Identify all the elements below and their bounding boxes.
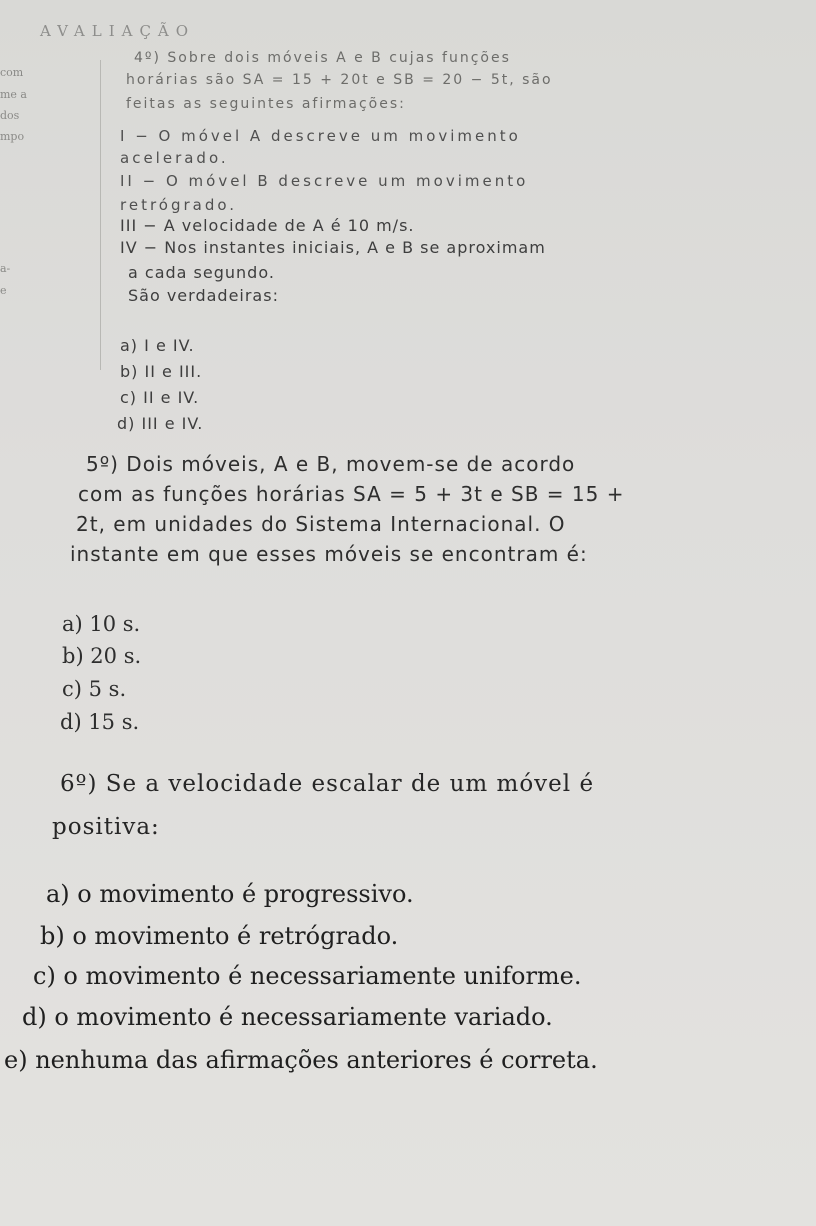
left-margin-fragment: mpo bbox=[0, 130, 25, 143]
statement-2-cont: retrógrado. bbox=[120, 196, 238, 214]
left-margin-fragment: com bbox=[0, 66, 24, 79]
question-6-option-b[interactable]: b) o movimento é retrógrado. bbox=[40, 922, 399, 950]
question-6-option-c[interactable]: c) o movimento é necessariamente uniforme. bbox=[33, 962, 582, 990]
statement-4: IV − Nos instantes iniciais, A e B se aproximam bbox=[120, 238, 546, 257]
question-4-stem-line: feitas as seguintes afirmações: bbox=[126, 96, 406, 112]
statement-3: III − A velocidade de A é 10 m/s. bbox=[120, 216, 415, 235]
question-5-option-c[interactable]: c) 5 s. bbox=[62, 677, 127, 701]
left-margin-fragment: e bbox=[0, 284, 7, 297]
column-divider bbox=[100, 60, 101, 370]
question-5-option-b[interactable]: b) 20 s. bbox=[62, 644, 142, 668]
statement-2: II − O móvel B descreve um movimento bbox=[120, 172, 529, 190]
question-5-option-d[interactable]: d) 15 s. bbox=[60, 710, 140, 734]
question-6-option-e[interactable]: e) nenhuma das afirmações anteriores é correta. bbox=[4, 1046, 598, 1074]
left-margin-fragment: dos bbox=[0, 109, 20, 122]
question-5-option-a[interactable]: a) 10 s. bbox=[62, 612, 141, 636]
left-margin-fragment: a- bbox=[0, 262, 11, 275]
question-5-stem-line: com as funções horárias SA = 5 + 3t e SB = 15 + bbox=[78, 482, 625, 506]
question-4-option-b[interactable]: b) II e III. bbox=[120, 362, 203, 381]
statement-4-cont: a cada segundo. bbox=[128, 263, 275, 282]
question-6-stem-line: positiva: bbox=[52, 814, 160, 840]
question-4-stem-line: 4º) Sobre dois móveis A e B cujas funções bbox=[134, 50, 511, 66]
question-5-stem-line: 5º) Dois móveis, A e B, movem-se de acordo bbox=[86, 452, 576, 476]
question-5-stem-line: 2t, em unidades do Sistema Internacional. O bbox=[76, 512, 566, 536]
question-4-stem-line: horárias são SA = 15 + 20t e SB = 20 − 5t, são bbox=[126, 72, 553, 88]
question-6-option-a[interactable]: a) o movimento é progressivo. bbox=[46, 880, 414, 908]
question-4-option-d[interactable]: d) III e IV. bbox=[117, 414, 204, 433]
question-4-option-c[interactable]: c) II e IV. bbox=[120, 388, 200, 407]
statement-1: I − O móvel A descreve um movimento bbox=[120, 127, 521, 145]
question-4-option-a[interactable]: a) I e IV. bbox=[120, 336, 195, 355]
question-6-option-d[interactable]: d) o movimento é necessariamente variado. bbox=[22, 1003, 553, 1031]
page-header: AVALIAÇÃO bbox=[40, 22, 196, 40]
left-margin-fragment: me a bbox=[0, 88, 27, 101]
question-4-prompt: São verdadeiras: bbox=[128, 286, 279, 305]
statement-1-cont: acelerado. bbox=[120, 149, 229, 167]
question-6-stem-line: 6º) Se a velocidade escalar de um móvel é bbox=[60, 771, 595, 797]
question-5-stem-line: instante em que esses móveis se encontram é: bbox=[70, 542, 588, 566]
